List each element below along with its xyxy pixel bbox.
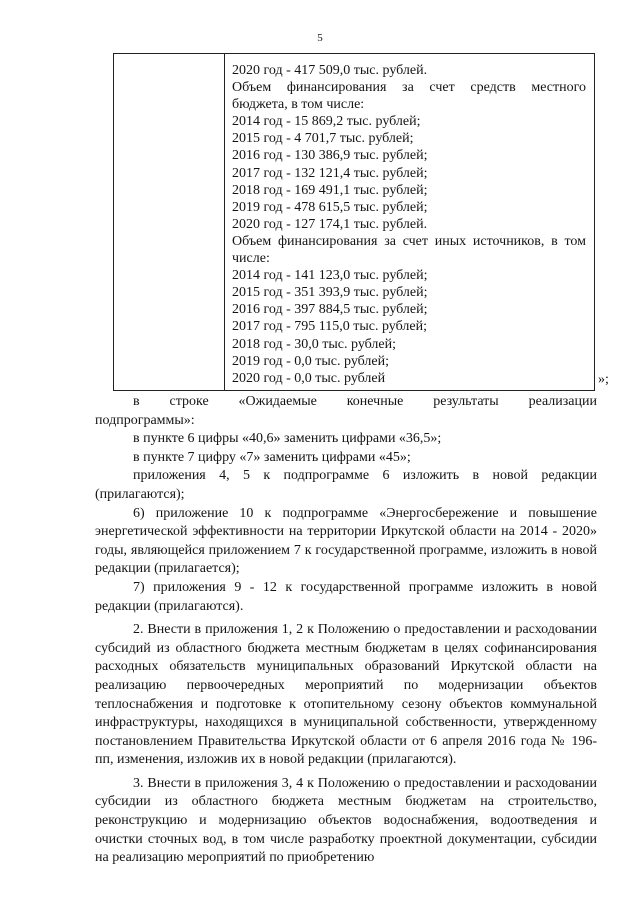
paragraph-line: подпрограммы»: [95,412,195,428]
paragraph: 2. Внести в приложения 1, 2 к Положению о предоставлении и расходовании субсидий из областного бюджета местным бюджетам в целях софинансирования расходных обязательств муниципальных образований Иркутской области на реализацию первоочередных мероприятий по модернизации объектов теплоснабжения и подготовке к отопительному сезону объектов коммунальной инфраструктуры, находящихся в муниципальной собственности, утвержденному постановлением Правительства Иркутской области от 6 апреля 2016 года № 196-пп, изменения, изложив их в новой редакции (прилагаются). [95,622,597,768]
financing-table [113,53,595,391]
table-line: 2014 год - 15 869,2 тыс. рублей; [232,114,421,130]
document-body [95,393,597,868]
paragraph: 6) приложение 10 к подпрограмме «Энергосбережение и повышение энергетической эффективности на территории Иркутской области на 2014 - 2020» годы, являющейся приложением 7 к государственной программе, изложить в новой редакции (прилагается); [95,505,597,577]
paragraph: в пункте 7 цифру «7» заменить цифрами «45»; [133,449,411,465]
table-line: 2017 год - 795 115,0 тыс. рублей; [232,319,427,335]
paragraph: приложения 4, 5 к подпрограмме 6 изложить в новой редакции (прилагаются); [95,468,597,502]
table-line: 2019 год - 0,0 тыс. рублей; [232,353,390,369]
table-right-cell [225,54,594,390]
table-line: 2018 год - 169 491,1 тыс. рублей; [232,182,428,198]
table-line: 2015 год - 351 393,9 тыс. рублей; [232,285,428,301]
table-left-cell [114,54,225,390]
table-line: бюджета, в том числе: [232,97,365,113]
paragraph: в пункте 6 цифры «40,6» заменить цифрами «36,5»; [133,431,442,447]
table-line: 2016 год - 130 386,9 тыс. рублей; [232,148,428,164]
table-line: 2020 год - 127 174,1 тыс. рублей. [232,216,428,232]
table-line: 2017 год - 132 121,4 тыс. рублей; [232,165,428,181]
table-line: 2016 год - 397 884,5 тыс. рублей; [232,302,428,318]
paragraph-line: в строке «Ожидаемые конечные результаты реализации [133,394,597,409]
table-close-quote: »; [598,372,609,387]
table-line: 2020 год - 0,0 тыс. рублей [232,370,386,386]
table-line: 2019 год - 478 615,5 тыс. рублей; [232,199,428,215]
table-line: 2018 год - 30,0 тыс. рублей; [232,336,397,352]
table-line: Объем финансирования за счет иных источников, в том [232,233,586,249]
table-line: Объем финансирования за счет средств местного [232,80,586,96]
table-line: числе: [232,251,270,267]
paragraph: 7) приложения 9 - 12 к государственной программе изложить в новой редакции (прилагаются). [95,579,597,614]
table-line: 2020 год - 417 509,0 тыс. рублей. [232,63,428,78]
paragraph: 3. Внести в приложения 3, 4 к Положению о предоставлении и расходовании субсидии из областного бюджета местным бюджетам на строительство, реконструкцию и модернизацию объектов водоснабжения, водоотведения и очистки сточных вод, в том числе разработку проектной документации, субсидии на реализацию мероприятий по приобретению [95,775,597,866]
table-line: 2015 год - 4 701,7 тыс. рублей; [232,131,414,147]
table-line: 2014 год - 141 123,0 тыс. рублей; [232,268,428,284]
page-number: 5 [317,32,323,44]
